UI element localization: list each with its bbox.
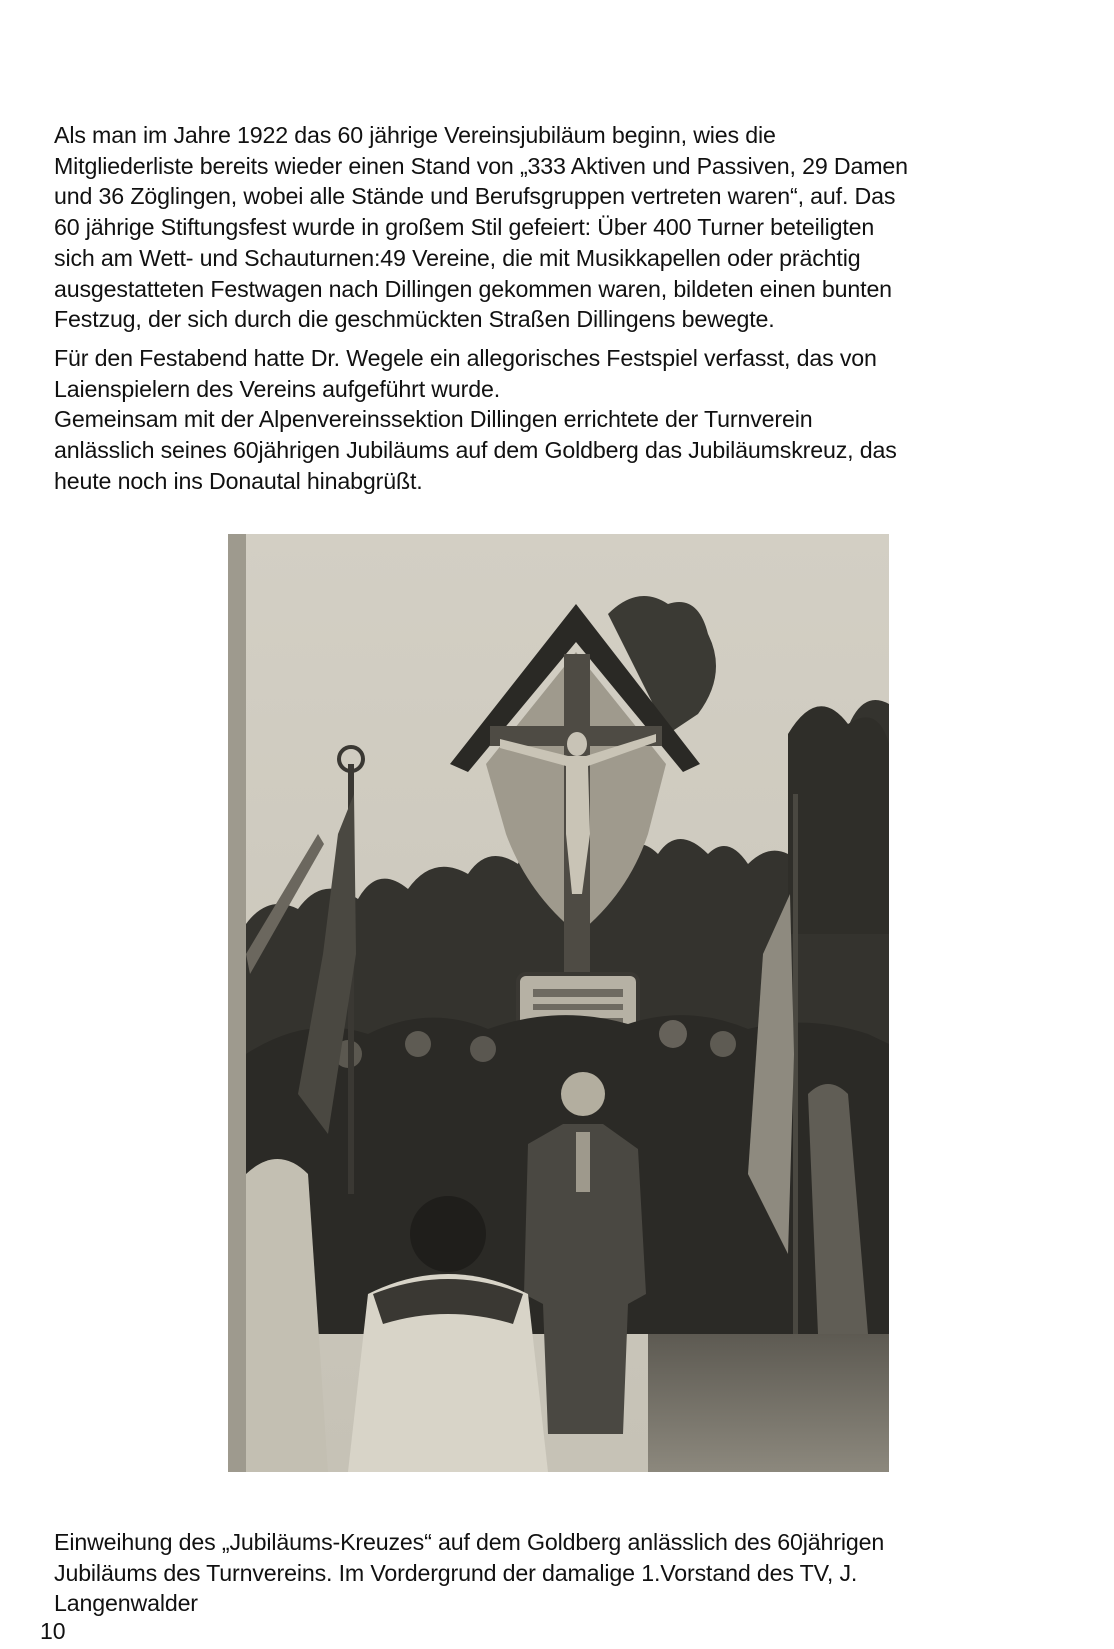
text-line: und 36 Zöglingen, wobei alle Stände und Berufsgruppen vertreten waren“, auf. Das (54, 183, 896, 210)
body-text (54, 120, 1064, 496)
text-line: ausgestatteten Festwagen nach Dillingen gekommen waren, bildeten einen bunten (54, 275, 892, 302)
paragraph-2 (54, 343, 1064, 497)
text-line: Mitgliederliste bereits wieder einen Stand von „333 Aktiven und Passiven, 29 Damen (54, 152, 908, 179)
flag-pole-right (793, 794, 798, 1404)
text-line: Gemeinsam mit der Alpenvereinssektion Dillingen errichtete der Turnverein (54, 406, 813, 433)
caption-line: Langenwalder (54, 1590, 198, 1616)
photo-caption (54, 1527, 1064, 1619)
photo-illustration (228, 534, 889, 1472)
paragraph-1 (54, 120, 1064, 335)
text-line: sich am Wett- und Schauturnen:49 Vereine, die mit Musikkapellen oder prächtig (54, 244, 861, 271)
text-line: Laienspielern des Vereins aufgeführt wurde. (54, 375, 501, 402)
man-head (561, 1072, 605, 1116)
text-line: Für den Festabend hatte Dr. Wegele ein allegorisches Festspiel verfasst, das von (54, 344, 877, 371)
caption-line: Jubiläums des Turnvereins. Im Vordergrund der damalige 1.Vorstand des TV, J. (54, 1559, 858, 1586)
text-line: 60 jährige Stiftungsfest wurde in großem Stil gefeiert: Über 400 Turner beteiligten (54, 214, 875, 241)
ground (648, 1334, 889, 1472)
text-line: anlässlich seines 60jährigen Jubiläums auf dem Goldberg das Jubiläumskreuz, das (54, 437, 897, 464)
caption-line: Einweihung des „Jubiläums-Kreuzes“ auf dem Goldberg anlässlich des 60jährigen (54, 1529, 885, 1555)
historical-photo (228, 534, 889, 1472)
text-line: heute noch ins Donautal hinabgrüßt. (54, 467, 423, 494)
text-line: Als man im Jahre 1922 das 60 jährige Vereinsjubiläum beginn, wies die (54, 122, 776, 148)
page-number: 10 (40, 1618, 66, 1644)
text-line: Festzug, der sich durch die geschmückten Straßen Dillingens bewegte. (54, 306, 775, 333)
child-head (410, 1196, 486, 1272)
